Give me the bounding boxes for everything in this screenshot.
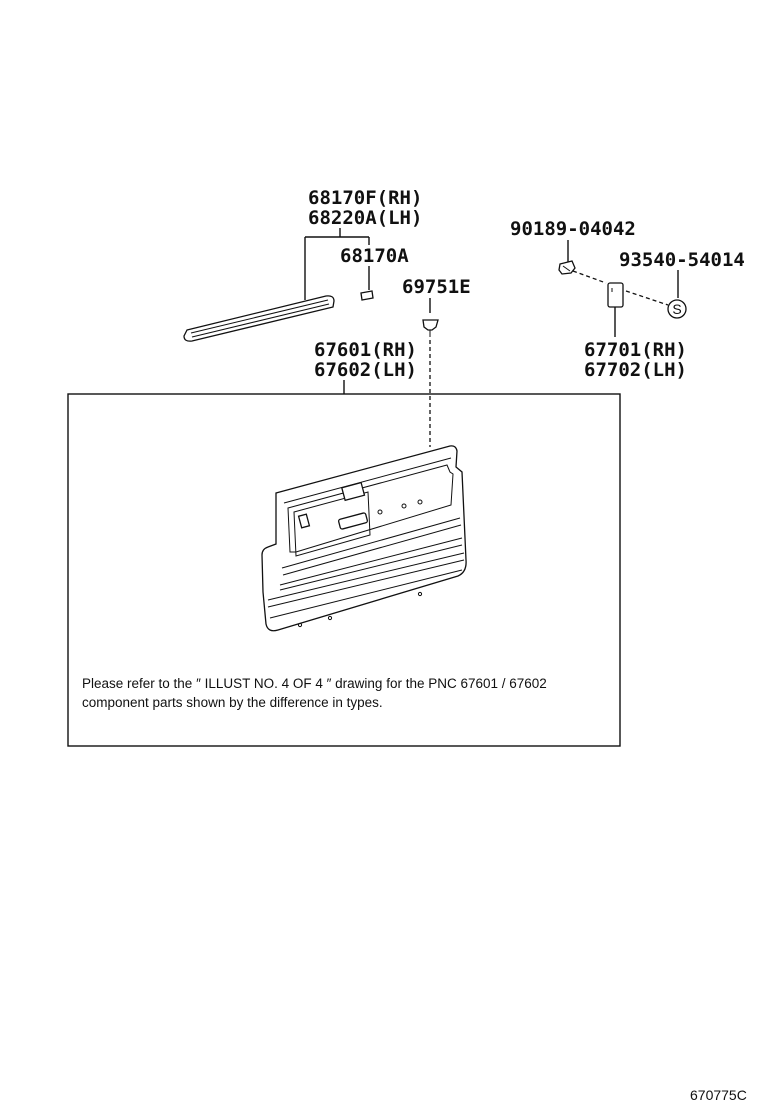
door-trim-panel-67601[interactable] [262, 446, 466, 631]
door-pocket-67701[interactable] [608, 283, 623, 307]
label-90189-04042[interactable]: 90189-04042 [510, 218, 636, 240]
spacer-93540-54014[interactable] [668, 300, 686, 318]
label-67601-rh[interactable]: 67601(RH) [314, 339, 417, 361]
note-line-1: Please refer to the ″ ILLUST NO. 4 OF 4 ″ drawing for the PNC 67601 / 67602 [82, 676, 547, 691]
label-67701-rh[interactable]: 67701(RH) [584, 339, 687, 361]
illustration-code: 670775C [690, 1087, 747, 1103]
label-68220a-lh[interactable]: 68220A(LH) [308, 207, 423, 229]
door-belt-moulding[interactable] [184, 296, 334, 341]
screw-90189-04042[interactable] [559, 261, 575, 274]
label-68170a[interactable]: 68170A [340, 245, 409, 267]
clip-68170a[interactable] [361, 291, 373, 300]
label-67602-lh[interactable]: 67602(LH) [314, 359, 417, 381]
label-68170f-rh[interactable]: 68170F(RH) [308, 187, 423, 209]
label-69751e[interactable]: 69751E [402, 276, 471, 298]
label-67702-lh[interactable]: 67702(LH) [584, 359, 687, 381]
clip-69751e[interactable] [423, 298, 438, 337]
note-line-2: component parts shown by the difference in types. [82, 695, 383, 710]
s-symbol: S [672, 301, 682, 317]
label-93540-54014[interactable]: 93540-54014 [619, 249, 745, 271]
